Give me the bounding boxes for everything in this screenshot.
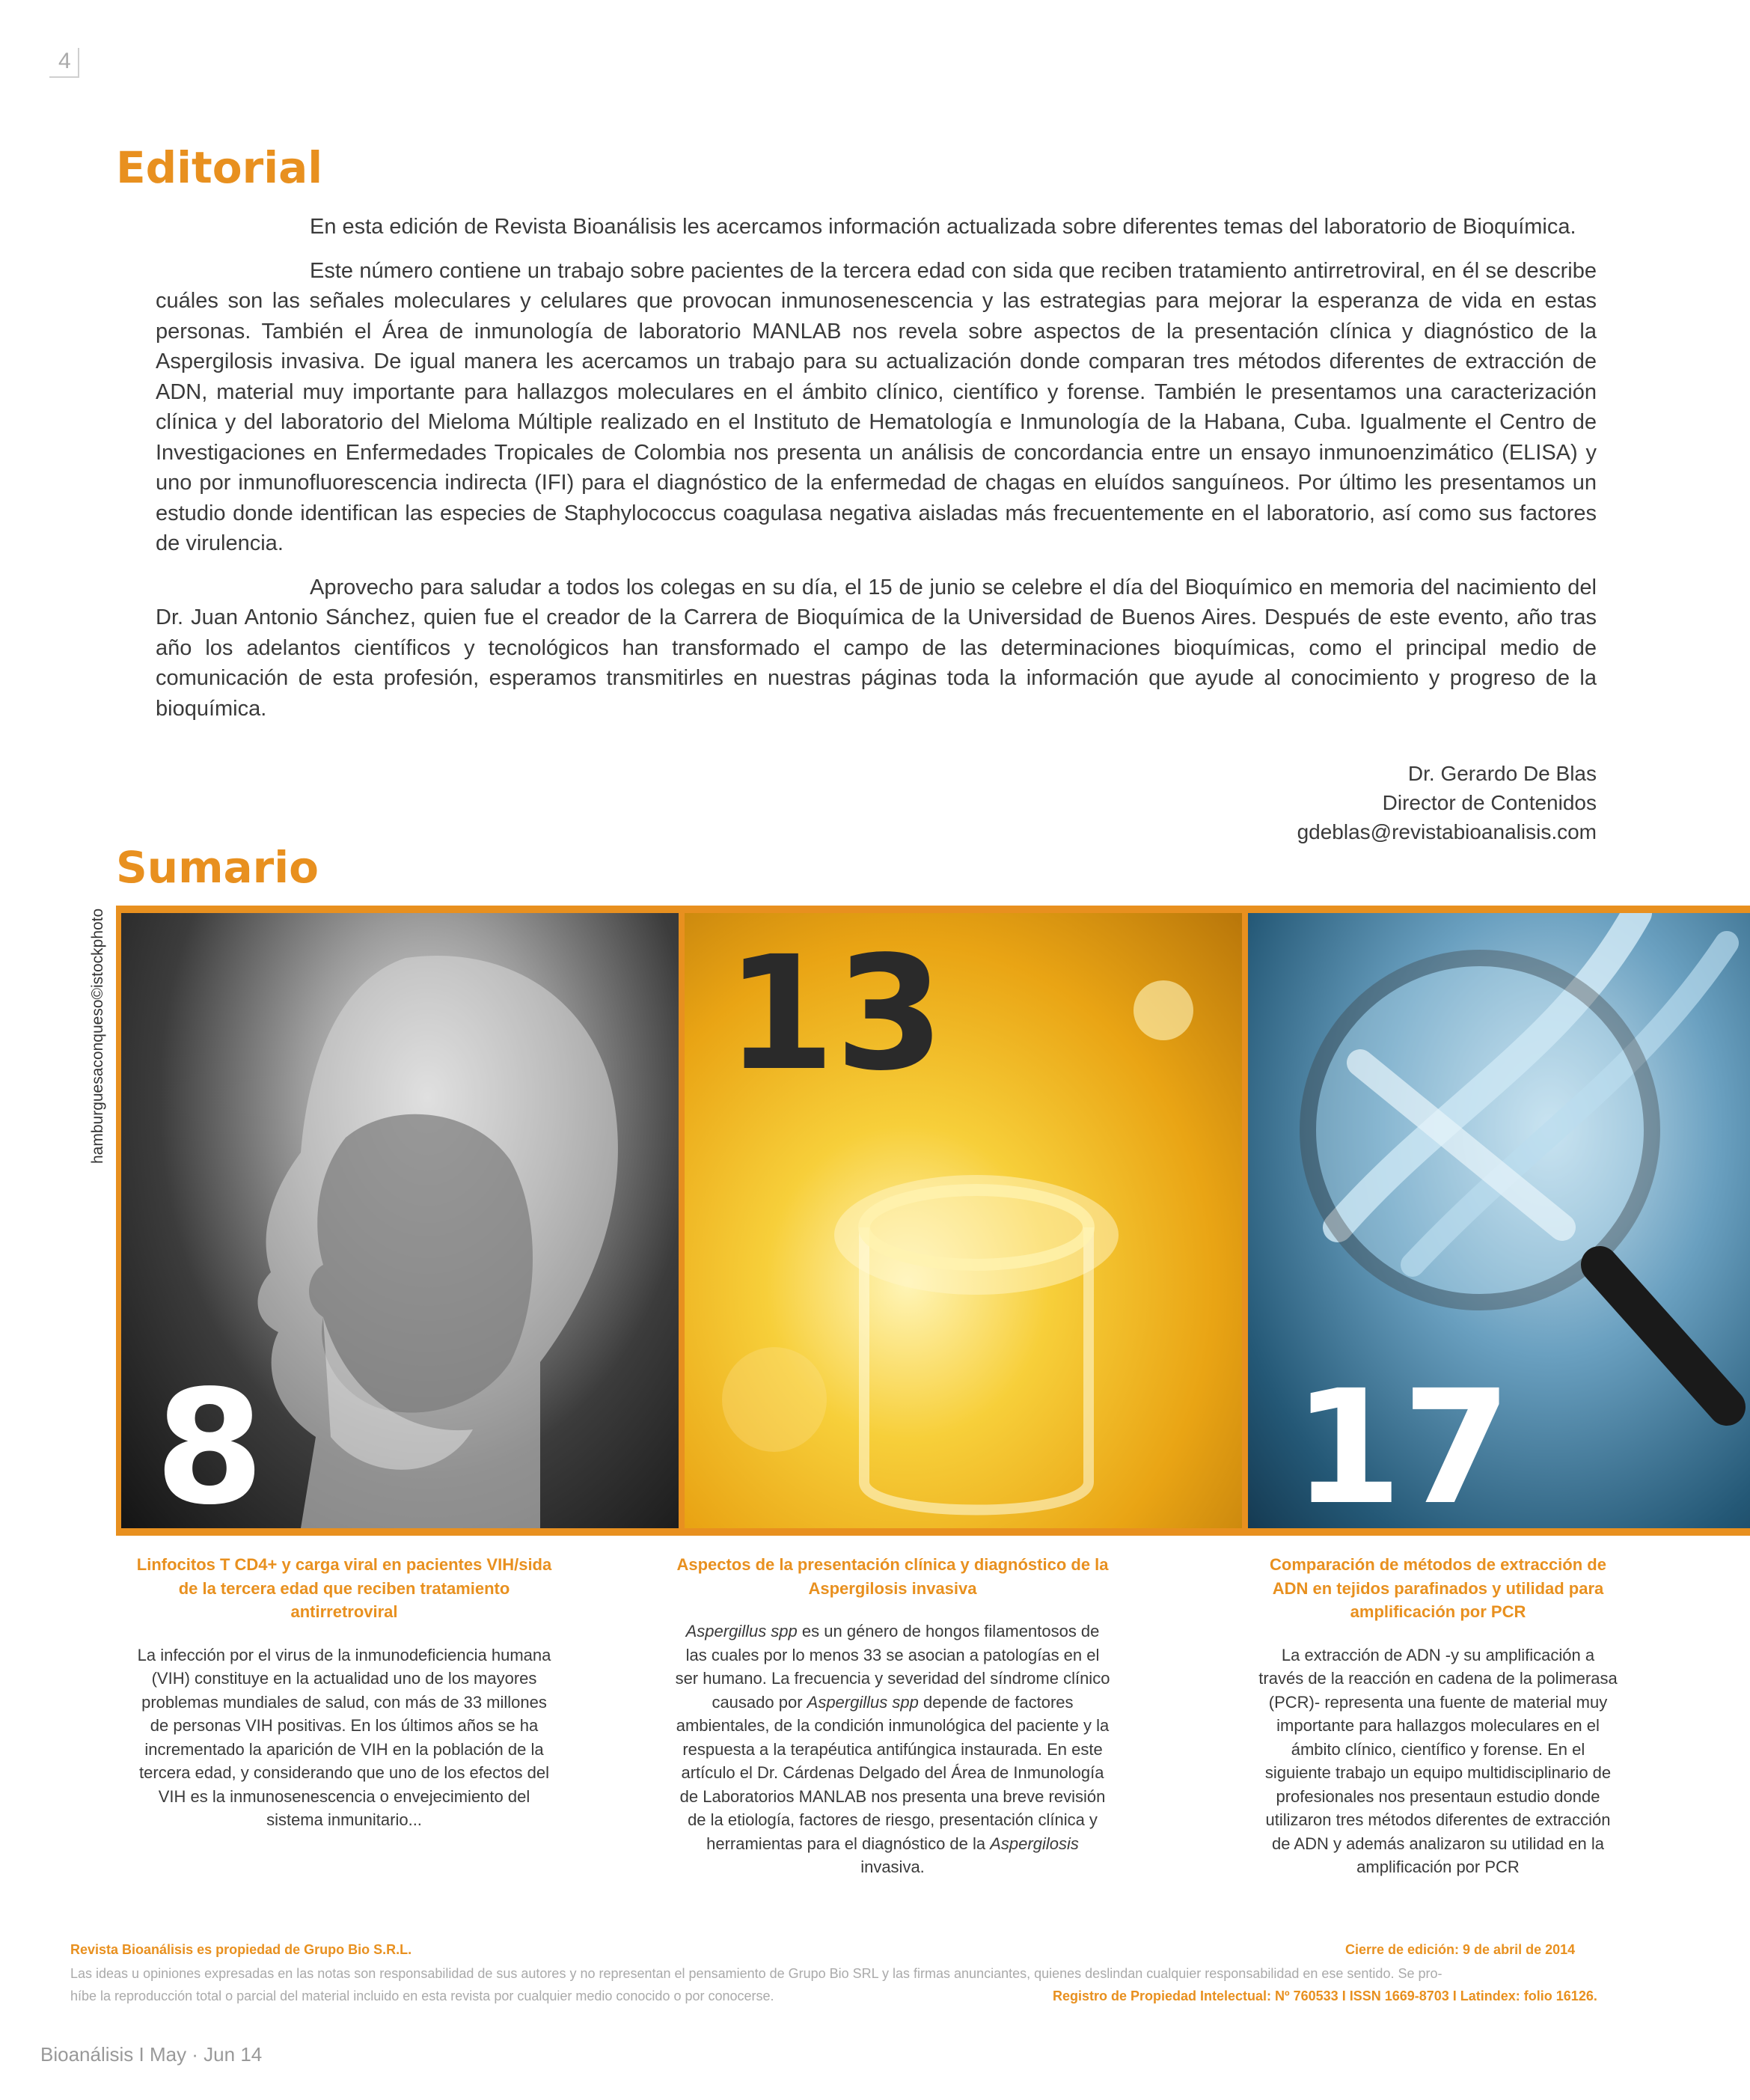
registry-note: Registro de Propiedad Intelectual: Nº 760533 I ISSN 1669-8703 I Latindex: folio 16126. — [1053, 1988, 1597, 2003]
signature-name: Dr. Gerardo De Blas — [1407, 762, 1597, 785]
body-text: invasiva. — [860, 1858, 925, 1876]
editorial-title: Editorial — [116, 142, 323, 193]
body-text: es un género de hongos filamentosos de las cuales por lo menos 33 se asocian a patologías en el ser humano. La frecuencia y severidad del síndrome clínico causado por — [675, 1622, 1110, 1712]
page-number: 4 — [49, 48, 79, 78]
italic-term: Aspergillus spp — [685, 1622, 798, 1640]
body-text: depende de factores ambientales, de la condición inmunológica del paciente y la respuesta a la terapéutica antifúngica instaurada. En este artículo el Dr. Cárdenas Delgado del Área de Inmunología de Laboratorios MANLAB nos presenta una breve revisión de la etiología, factores de riesgo, presentación clínica y herramientas para el diagnóstico de la — [676, 1692, 1110, 1853]
signature-role: Director de Contenidos — [1382, 791, 1597, 814]
closing-date: Cierre de edición: 9 de abril de 2014 — [1345, 1942, 1576, 1957]
sumario-title: Sumario — [116, 842, 319, 893]
disclaimer-line-2: híbe la reproducción total o parcial del material incluido en esta revista por cualquier medio conocido o por conocerse. — [70, 1988, 774, 2003]
ownership-note: Revista Bioanálisis es propiedad de Grupo Bio S.R.L. — [70, 1942, 412, 1957]
summary-article-1[interactable] — [135, 1553, 554, 1832]
editorial-paragraph: Este número contiene un trabajo sobre pacientes de la tercera edad con sida que reciben tratamiento antirretroviral, en él se describe cuáles son las señales moleculares y celulares que provocan inmunosenescencia y las estrategias para mejorar la esperanza de vida en estas personas. También el Área de inmunología de laboratorio MANLAB nos revela sobre aspectos de la presentación clínica y diagnóstico de la Aspergilosis invasiva. De igual manera les acercamos un trabajo para su actualización donde comparan tres métodos diferentes de extracción de ADN, material muy importante para hallazgos moleculares en el ámbito clínico, científico y forense. También le presentamos una caracterización clínica y del laboratorio del Mieloma Múltiple realizado en el Instituto de Hematología e Inmunología de la Habana, Cuba. Igualmente el Centro de Investigaciones en Enfermedades Tropicales de Colombia nos presenta un análisis de concordancia entre un ensayo inmunoenzimático (ELISA) y uno por inmunofluorescencia indirecta (IFI) para el diagnóstico de la enfermedad de chagas en eluídos sanguíneos. Por último les presentamos un estudio donde identifican las especies de Staphylococcus coagulasa negativa aisladas más frecuentemente en el laboratorio, así como sus factores de virulencia. — [156, 258, 1597, 555]
italic-term: Aspergillus spp — [807, 1692, 919, 1712]
summary-article-title[interactable]: Linfocitos T CD4+ y carga viral en pacientes VIH/sida de la tercera edad que reciben tratamiento antirretroviral — [136, 1555, 552, 1621]
sumario-image-strip — [116, 906, 1750, 1536]
signature-block — [1297, 759, 1597, 846]
summary-article-body: La infección por el virus de la inmunodeficiencia humana (VIH) constituye en la actualidad uno de los mayores problemas mundiales de salud, con más de 33 millones de personas VIH positivas. En los últimos años se ha incrementado la aparición de VIH en la población de la tercera edad, y considerando que uno de los efectos del VIH es la inmunosenescencia o envejecimiento del sistema inmunitario... — [137, 1645, 551, 1829]
article-number: 17 — [1293, 1356, 1512, 1528]
article-image-dna[interactable] — [1248, 913, 1750, 1528]
article-number: 13 — [726, 922, 945, 1105]
summary-article-title[interactable]: Comparación de métodos de extracción de ADN en tejidos parafinados y utilidad para amplificación por PCR — [1270, 1555, 1606, 1621]
summary-article-2[interactable] — [675, 1553, 1110, 1879]
article-image-elderly-man[interactable] — [121, 913, 679, 1528]
italic-term: Aspergilosis — [990, 1834, 1079, 1853]
signature-email[interactable]: gdeblas@revistabioanalisis.com — [1297, 820, 1597, 843]
folio: Bioanálisis I May · Jun 14 — [40, 2043, 263, 2066]
summary-article-body — [675, 1620, 1110, 1879]
editorial-body — [156, 212, 1597, 737]
disclaimer-line-1: Las ideas u opiniones expresadas en las notas son responsabilidad de sus autores y no representan el pensamiento de Grupo Bio SRL y las firmas anunciantes, quienes deslindan cualquier responsabilidad en ese sentido. Se pro- — [70, 1966, 1442, 1981]
photo-credit: hamburguesaconqueso©istockphoto — [89, 908, 106, 1164]
article-image-test-tube[interactable] — [685, 913, 1242, 1528]
editorial-paragraph: Aprovecho para saludar a todos los colegas en su día, el 15 de junio se celebre el día del Bioquímico en memoria del nacimiento del Dr. Juan Antonio Sánchez, quien fue el creador de la Carrera de Bioquímica de la Universidad de Buenos Aires. Después de este evento, año tras año los adelantos científicos y tecnológicos han transformado el campo de las determinaciones bioquímicas, como el principal medio de comunicación de esta profesión, esperamos transmitirles en nuestras páginas toda la información que ayude al conocimiento y progreso de la bioquímica. — [156, 575, 1597, 721]
article-number: 8 — [155, 1356, 265, 1528]
summary-article-title[interactable]: Aspectos de la presentación clínica y diagnóstico de la Aspergilosis invasiva — [676, 1555, 1109, 1598]
summary-article-body: La extracción de ADN -y su amplificación a través de la reacción en cadena de la polimerasa (PCR)- representa una fuente de material muy importante para hallazgos moleculares en el ámbito clínico, científico y forense. En el siguiente trabajo un equipo multidisciplinario de profesionales nos presentaun estudio donde utilizaron tres métodos diferentes de extracción de ADN y además analizaron su utilidad en la amplificación por PCR — [1258, 1645, 1618, 1876]
editorial-paragraph: En esta edición de Revista Bioanálisis les acercamos información actualizada sobre diferentes temas del laboratorio de Bioquímica. — [310, 215, 1576, 239]
summary-article-3[interactable] — [1258, 1553, 1618, 1879]
